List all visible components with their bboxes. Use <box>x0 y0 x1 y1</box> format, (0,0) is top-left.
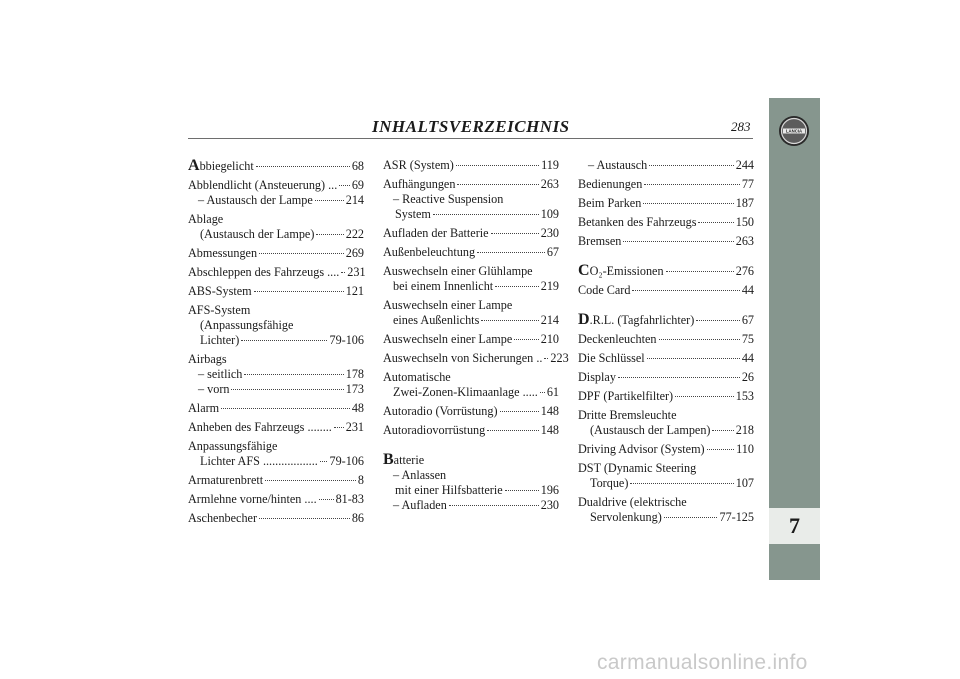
entry-page: 223 <box>550 351 569 365</box>
dot-leader <box>319 499 334 500</box>
dot-leader <box>254 291 344 292</box>
index-line <box>188 178 364 193</box>
index-line <box>188 352 364 367</box>
entry-text: Auswechseln einer Glühlampe <box>383 264 533 278</box>
entry-text: Auswechseln einer Lampe <box>383 332 513 346</box>
index-column-1 <box>188 158 364 530</box>
entry-page: 69 <box>351 178 364 192</box>
index-entry <box>188 178 364 208</box>
index-entry <box>188 401 364 416</box>
page-header-title: INHALTSVERZEICHNIS <box>372 117 570 136</box>
index-line <box>188 382 364 397</box>
index-line <box>383 245 559 260</box>
entry-text: – Anlassen <box>393 468 447 482</box>
index-entry <box>188 246 364 261</box>
entry-page: 276 <box>735 264 754 278</box>
entry-page: 77-125 <box>719 510 754 524</box>
entry-page: 107 <box>735 476 754 490</box>
dot-leader <box>659 339 740 340</box>
entry-text: Airbags <box>188 352 227 366</box>
dot-leader <box>712 430 733 431</box>
entry-page: 187 <box>735 196 754 210</box>
index-entry <box>578 158 754 173</box>
entry-page: 218 <box>735 423 754 437</box>
entry-text <box>578 263 664 279</box>
index-entry <box>578 263 754 279</box>
index-entry <box>578 495 754 525</box>
dot-leader <box>244 374 343 375</box>
index-line <box>188 212 364 227</box>
index-entry <box>578 196 754 211</box>
entry-page: 44 <box>741 283 754 297</box>
index-line <box>383 226 559 241</box>
entry-text: Beim Parken <box>578 196 642 210</box>
entry-text: (Anpassungsfähige <box>200 318 294 332</box>
entry-text <box>578 312 694 328</box>
index-line <box>383 468 559 483</box>
entry-text: Bedienungen <box>578 177 643 191</box>
index-entry <box>188 473 364 488</box>
dot-leader <box>505 490 539 491</box>
entry-page: 222 <box>345 227 364 241</box>
index-entry <box>383 332 559 347</box>
entry-page: 79-106 <box>329 333 364 347</box>
dot-leader <box>643 203 733 204</box>
index-line <box>578 263 754 279</box>
section-gap <box>578 302 754 312</box>
dot-leader <box>707 449 735 450</box>
index-line <box>578 177 754 192</box>
entry-page: 67 <box>546 245 559 259</box>
index-line <box>188 193 364 208</box>
index-entry <box>188 284 364 299</box>
entry-text: – Reactive Suspension <box>393 192 504 206</box>
index-column-3 <box>578 158 754 529</box>
index-line <box>578 234 754 249</box>
index-line <box>188 401 364 416</box>
index-line <box>188 367 364 382</box>
index-entry <box>578 283 754 298</box>
dot-leader <box>500 411 539 412</box>
dot-leader <box>632 290 739 291</box>
index-line <box>383 158 559 173</box>
index-entry <box>578 332 754 347</box>
entry-page: 263 <box>540 177 559 191</box>
entry-text: Armlehne vorne/hinten .... <box>188 492 317 506</box>
entry-text: Die Schlüssel <box>578 351 645 365</box>
dot-leader <box>320 461 328 462</box>
index-entry <box>383 452 559 513</box>
entry-page: 150 <box>735 215 754 229</box>
dot-leader <box>481 320 538 321</box>
index-entry <box>383 245 559 260</box>
entry-text-rest: O₂-Emissionen <box>589 264 664 278</box>
entry-text: (Austausch der Lampen) <box>590 423 711 437</box>
watermark: carmanualsonline.info <box>597 651 808 674</box>
index-entry <box>578 351 754 366</box>
index-line <box>383 279 559 294</box>
header-rule <box>188 138 753 139</box>
index-line <box>578 332 754 347</box>
index-entry <box>383 158 559 173</box>
entry-page: 214 <box>540 313 559 327</box>
entry-text: Autoradio (Vorrüstung) <box>383 404 498 418</box>
index-line <box>383 351 569 366</box>
index-entry <box>578 370 754 385</box>
entry-text: Auswechseln einer Lampe <box>383 298 513 312</box>
index-entry <box>188 420 364 435</box>
entry-text: Automatische <box>383 370 451 384</box>
dot-leader <box>623 241 733 242</box>
entry-text: DST (Dynamic Steering <box>578 461 697 475</box>
dot-leader <box>514 339 538 340</box>
index-line <box>383 498 559 513</box>
index-line <box>188 511 364 526</box>
entry-page: 75 <box>741 332 754 346</box>
index-entry <box>188 352 364 397</box>
entry-text: DPF (Partikelfilter) <box>578 389 674 403</box>
dot-leader <box>491 233 539 234</box>
entry-text: mit einer Hilfsbatterie <box>395 483 503 497</box>
entry-text: System <box>395 207 431 221</box>
dot-leader <box>647 358 740 359</box>
entry-text: Lichter AFS .................. <box>200 454 318 468</box>
dot-leader <box>618 377 740 378</box>
entry-page: 230 <box>540 498 559 512</box>
entry-page: 109 <box>540 207 559 221</box>
entry-text-rest: atterie <box>393 453 425 467</box>
dot-leader <box>544 358 548 359</box>
dot-leader <box>221 408 350 409</box>
entry-text: Aufladen der Batterie <box>383 226 489 240</box>
entry-text: – Austausch der Lampe <box>198 193 313 207</box>
index-entry <box>383 423 559 438</box>
index-entry <box>578 408 754 438</box>
index-line <box>578 423 754 438</box>
entry-text: bei einem Innenlicht <box>393 279 494 293</box>
index-entry <box>188 158 364 174</box>
index-entry <box>383 370 559 400</box>
entry-page: 8 <box>357 473 364 487</box>
entry-text: – Austausch <box>588 158 648 172</box>
entry-text: Anpassungsfähige <box>188 439 278 453</box>
index-line <box>188 492 364 507</box>
index-entry <box>578 215 754 230</box>
entry-page: 44 <box>741 351 754 365</box>
dot-leader <box>649 165 733 166</box>
entry-page: 67 <box>741 313 754 327</box>
index-entry <box>383 264 559 294</box>
dot-leader <box>487 430 538 431</box>
entry-text-rest: .R.L. (Tagfahrlichter) <box>589 313 695 327</box>
index-line <box>383 177 559 192</box>
index-entry <box>578 177 754 192</box>
entry-text: Zwei-Zonen-Klimaanlage ..... <box>393 385 538 399</box>
index-entry <box>383 226 559 241</box>
dot-leader <box>696 320 740 321</box>
entry-text: Abschleppen des Fahrzeugs .... <box>188 265 340 279</box>
index-entry <box>383 177 559 222</box>
index-line <box>578 196 754 211</box>
index-line <box>578 510 754 525</box>
index-line <box>578 476 754 491</box>
entry-page: 244 <box>735 158 754 172</box>
index-line <box>188 246 364 261</box>
entry-text: – Aufladen <box>393 498 447 512</box>
index-entry <box>188 265 364 280</box>
entry-page: 68 <box>351 159 364 173</box>
index-line <box>578 461 754 476</box>
index-line <box>383 370 559 385</box>
dot-leader <box>675 396 734 397</box>
section-gap <box>578 253 754 263</box>
entry-page: 81-83 <box>335 492 364 506</box>
entry-text: Lichter) <box>200 333 240 347</box>
entry-text: Abblendlicht (Ansteuerung) ... <box>188 178 338 192</box>
section-gap <box>383 442 559 452</box>
index-line <box>188 318 364 333</box>
index-line <box>578 158 754 173</box>
entry-page: 26 <box>741 370 754 384</box>
section-initial: B <box>383 451 394 468</box>
index-line <box>578 351 754 366</box>
index-line <box>383 423 559 438</box>
index-line <box>383 404 559 419</box>
entry-page: 48 <box>351 401 364 415</box>
dot-leader <box>456 165 539 166</box>
dot-leader <box>457 184 538 185</box>
entry-page: 269 <box>345 246 364 260</box>
entry-page: 153 <box>735 389 754 403</box>
dot-leader <box>341 272 345 273</box>
entry-text: Dualdrive (elektrische <box>578 495 687 509</box>
entry-text: Aufhängungen <box>383 177 456 191</box>
entry-text: AFS-System <box>188 303 251 317</box>
entry-page: 61 <box>546 385 559 399</box>
index-entry <box>188 439 364 469</box>
index-line <box>188 227 364 242</box>
entry-page: 121 <box>345 284 364 298</box>
entry-text: Torque) <box>590 476 629 490</box>
page-number: 283 <box>731 119 751 134</box>
index-entry <box>188 303 364 348</box>
index-line <box>578 312 754 328</box>
dot-leader <box>433 214 539 215</box>
dot-leader <box>644 184 740 185</box>
entry-page: 263 <box>735 234 754 248</box>
entry-text: Abmessungen <box>188 246 258 260</box>
entry-text: ABS-System <box>188 284 252 298</box>
index-line <box>383 385 559 400</box>
section-initial: A <box>188 157 200 174</box>
dot-leader <box>334 427 344 428</box>
index-line <box>383 207 559 222</box>
entry-page: 214 <box>345 193 364 207</box>
entry-text-rest: bbiegelicht <box>199 159 254 173</box>
entry-text: Deckenleuchten <box>578 332 657 346</box>
index-entry <box>383 351 569 366</box>
index-line <box>188 303 364 318</box>
index-line <box>188 420 364 435</box>
entry-page: 77 <box>741 177 754 191</box>
entry-text: Betanken des Fahrzeugs <box>578 215 697 229</box>
index-line <box>578 215 754 230</box>
entry-page: 86 <box>351 511 364 525</box>
index-line <box>578 442 754 457</box>
dot-leader <box>241 340 327 341</box>
dot-leader <box>256 166 350 167</box>
entry-text: Aschenbecher <box>188 511 258 525</box>
index-entry <box>578 234 754 249</box>
entry-page: 231 <box>345 420 364 434</box>
entry-page: 230 <box>540 226 559 240</box>
dot-leader <box>259 518 350 519</box>
index-line <box>188 454 364 469</box>
index-line <box>188 284 364 299</box>
dot-leader <box>630 483 733 484</box>
section-initial: D <box>578 311 590 328</box>
entry-page: 196 <box>540 483 559 497</box>
index-line <box>578 495 754 510</box>
index-entry <box>188 511 364 526</box>
chapter-number-box: 7 <box>769 508 820 544</box>
entry-page: 173 <box>345 382 364 396</box>
entry-text: Außenbeleuchtung <box>383 245 476 259</box>
lancia-badge-icon <box>778 115 810 147</box>
dot-leader <box>449 505 539 506</box>
index-line <box>578 389 754 404</box>
entry-text: Driving Advisor (System) <box>578 442 705 456</box>
entry-page: 210 <box>540 332 559 346</box>
entry-text: Bremsen <box>578 234 622 248</box>
index-line <box>188 265 364 280</box>
entry-text: Alarm <box>188 401 220 415</box>
dot-leader <box>316 234 343 235</box>
entry-text: Dritte Bremsleuchte <box>578 408 677 422</box>
index-line <box>383 483 559 498</box>
entry-text: – seitlich <box>198 367 243 381</box>
entry-text: Ablage <box>188 212 224 226</box>
entry-page: 119 <box>541 158 559 172</box>
index-line <box>188 158 364 174</box>
index-entry <box>383 404 559 419</box>
entry-page: 148 <box>540 404 559 418</box>
index-line <box>188 333 364 348</box>
entry-text: eines Außenlichts <box>393 313 480 327</box>
dot-leader <box>315 200 344 201</box>
index-line <box>578 370 754 385</box>
section-initial: C <box>578 262 590 279</box>
entry-page: 148 <box>540 423 559 437</box>
index-line <box>383 192 559 207</box>
entry-text: Display <box>578 370 616 384</box>
index-entry <box>578 442 754 457</box>
entry-text: Anheben des Fahrzeugs ........ <box>188 420 332 434</box>
entry-text: Autoradiovorrüstung <box>383 423 486 437</box>
entry-page: 79-106 <box>329 454 364 468</box>
index-line <box>188 473 364 488</box>
dot-leader <box>540 392 545 393</box>
index-line <box>383 264 559 279</box>
dot-leader <box>666 271 734 272</box>
entry-page: 219 <box>540 279 559 293</box>
entry-text: (Austausch der Lampe) <box>200 227 315 241</box>
index-line <box>188 439 364 454</box>
index-entry <box>383 298 559 328</box>
entry-page: 178 <box>345 367 364 381</box>
index-line <box>383 452 559 468</box>
index-entry <box>578 389 754 404</box>
svg-text:LANCIA: LANCIA <box>785 128 803 134</box>
dot-leader <box>664 517 718 518</box>
dot-leader <box>477 252 545 253</box>
entry-text: Auswechseln von Sicherungen .. <box>383 351 543 365</box>
index-column-2 <box>383 158 569 517</box>
dot-leader <box>698 222 733 223</box>
index-line <box>383 298 559 313</box>
entry-text: Servolenkung) <box>590 510 662 524</box>
entry-text: Code Card <box>578 283 631 297</box>
dot-leader <box>495 286 539 287</box>
index-entry <box>188 212 364 242</box>
entry-page: 110 <box>736 442 754 456</box>
index-entry <box>578 312 754 328</box>
entry-text <box>383 452 424 468</box>
index-line <box>578 408 754 423</box>
index-line <box>383 313 559 328</box>
dot-leader <box>265 480 356 481</box>
dot-leader <box>339 185 350 186</box>
index-line <box>383 332 559 347</box>
dot-leader <box>231 389 343 390</box>
entry-text: ASR (System) <box>383 158 454 172</box>
index-entry <box>578 461 754 491</box>
index-line <box>578 283 754 298</box>
dot-leader <box>259 253 344 254</box>
entry-text: – vorn <box>198 382 230 396</box>
entry-text <box>188 158 254 174</box>
entry-page: 231 <box>347 265 366 279</box>
entry-text: Armaturenbrett <box>188 473 264 487</box>
index-entry <box>188 492 364 507</box>
